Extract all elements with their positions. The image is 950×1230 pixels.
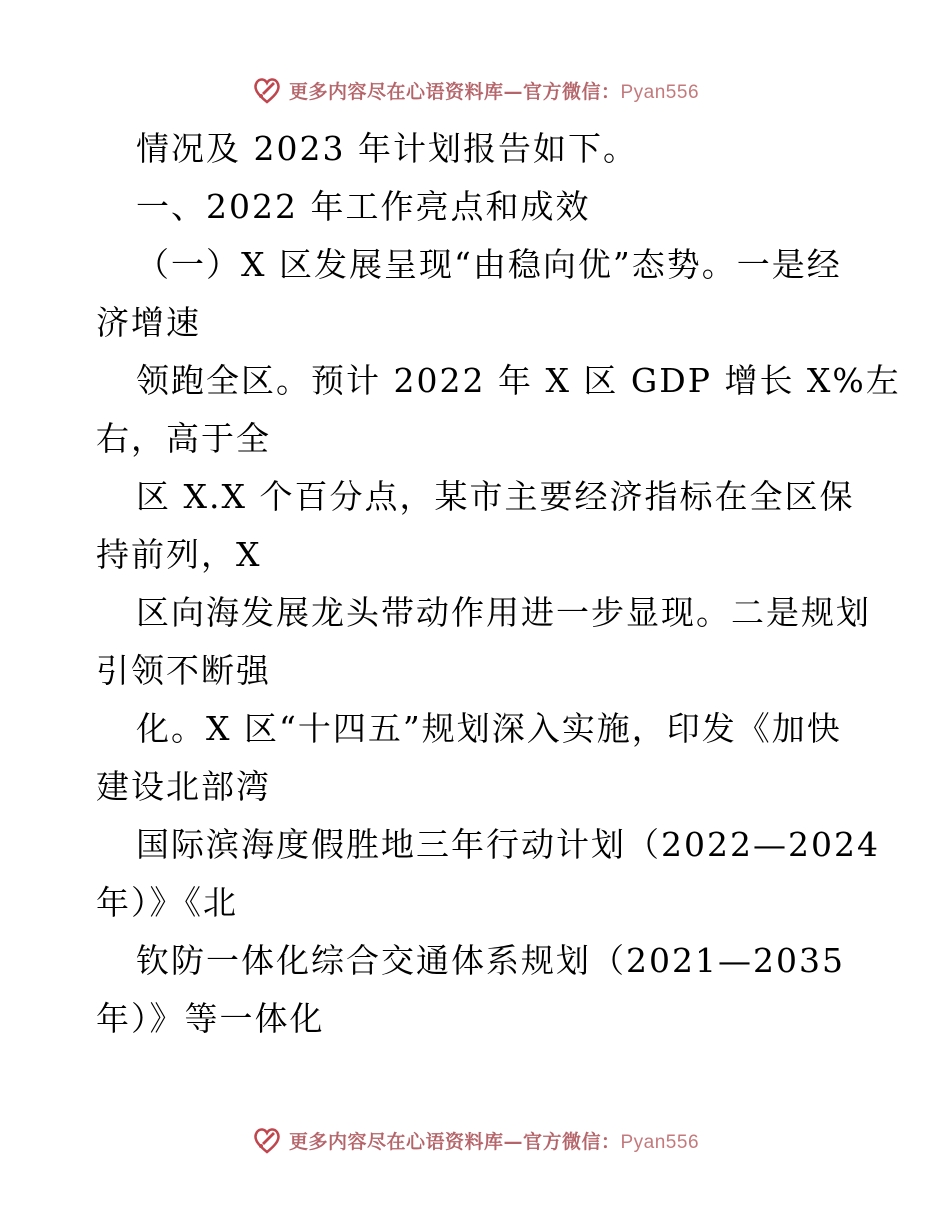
- body-line: 右，高于全: [96, 419, 271, 458]
- body-line: 国际滨海度假胜地三年行动计划（2022—2024: [136, 825, 880, 864]
- body-line: 年）》《北: [96, 883, 238, 922]
- body-line: （一）X 区发展呈现“由稳向优”态势。一是经: [136, 245, 842, 284]
- body-line: 区 X.X 个百分点，某市主要经济指标在全区保: [136, 477, 855, 516]
- body-line: 年）》等一体化: [96, 999, 325, 1038]
- body-line: 领跑全区。预计 2022 年 X 区 GDP 增长 X%左: [136, 361, 901, 400]
- body-line: 持前列，X: [96, 535, 262, 574]
- watermark-text: 更多内容尽在心语资料库—官方微信：Pyan556: [288, 80, 700, 103]
- heart-pen-logo-icon: [251, 1124, 283, 1156]
- document-body: [96, 120, 901, 1048]
- watermark-footer: [0, 1120, 950, 1160]
- body-line: 化。X 区“十四五”规划深入实施，印发《加快: [136, 709, 842, 748]
- body-line: 区向海发展龙头带动作用进一步显现。二是规划: [136, 593, 871, 632]
- body-line: 建设北部湾: [96, 767, 271, 806]
- body-line: 钦防一体化综合交通体系规划（2021—2035: [136, 941, 845, 980]
- watermark-text: 更多内容尽在心语资料库—官方微信：Pyan556: [288, 1130, 700, 1153]
- watermark-header: [0, 70, 950, 110]
- body-line: 情况及 2023 年计划报告如下。: [136, 129, 638, 168]
- heart-pen-logo-icon: [251, 74, 283, 106]
- body-line: 引领不断强: [96, 651, 271, 690]
- section-heading: 一、2022 年工作亮点和成效: [136, 187, 591, 226]
- body-line: 济增速: [96, 303, 201, 342]
